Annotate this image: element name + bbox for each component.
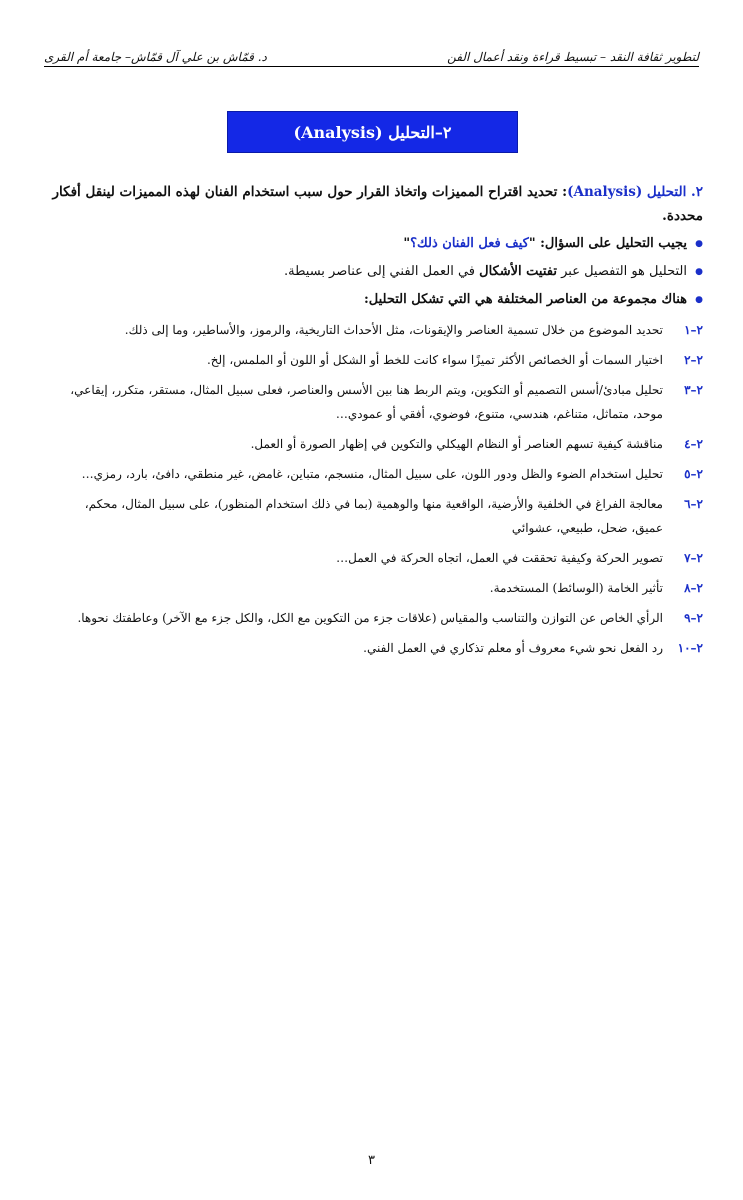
header-right-text: لتطوير ثقافة النقد – تبسيط قراءة ونقد أعمال الفن — [447, 50, 699, 64]
item-number: ٢–١ — [684, 323, 703, 337]
section-title-box — [227, 111, 518, 153]
item-number: ٢–٣ — [684, 383, 703, 397]
list-item — [50, 546, 703, 570]
item-number: ٢–٨ — [684, 581, 703, 595]
list-item — [50, 576, 703, 600]
list-item — [50, 492, 703, 540]
item-text: تصوير الحركة وكيفية تحققت في العمل، اتجاه الحركة في العمل… — [336, 551, 663, 565]
bullet-text: هناك مجموعة من العناصر المختلفة هي التي تشكل التحليل: — [363, 292, 687, 307]
intro-text: : تحديد اقتراح المميزات واتخاذ القرار حول سبب استخدام الفنان لهذه المميزات لينقل أفكار محددة. — [52, 184, 703, 224]
section-title: ٢–التحليل (Analysis) — [293, 122, 452, 142]
header-left-text: د. قمّاش بن علي آل قمّاش– جامعة أم القرى — [44, 50, 267, 64]
bullet-quote: كيف فعل الفنان ذلك؟ — [410, 236, 529, 251]
list-item — [50, 636, 703, 660]
item-number: ٢–٩ — [684, 611, 703, 625]
bullet-list — [50, 230, 703, 314]
item-text: الرأي الخاص عن التوازن والتناسب والمقياس (علاقات جزء من التكوين مع الكل، والكل جزء مع الآخر) وعاطفتك نحوها. — [77, 611, 663, 625]
list-item — [50, 462, 703, 486]
item-number: ٢–٥ — [684, 467, 703, 481]
main-content — [50, 180, 703, 666]
item-text: تحليل استخدام الضوء والظل ودور اللون، على سبيل المثال، منسجم، متباين، غامض، غير منطقي، دافئ، بارد، رمزي… — [81, 467, 663, 481]
bullet-text: في العمل الفني إلى عناصر بسيطة. — [284, 264, 480, 279]
page-header — [44, 40, 699, 67]
item-text: معالجة الفراغ في الخلفية والأرضية، الواقعية منها والوهمية (بما في ذلك استخدام المنظور)، على سبيل المثال، محكم، عميق، ضحل، طبيعي، عشوائي — [84, 497, 663, 535]
item-number: ٢–٦ — [684, 497, 703, 511]
page-number: ٣ — [368, 1153, 375, 1168]
bullet-text: التحليل هو التفصيل عبر — [556, 264, 687, 279]
intro-num: ٢. — [691, 184, 703, 200]
list-item — [50, 348, 703, 372]
bullet-item — [50, 258, 687, 286]
list-item — [50, 378, 703, 426]
item-text: مناقشة كيفية تسهم العناصر أو النظام الهيكلي والتكوين في إظهار الصورة أو العمل. — [250, 437, 663, 451]
intro-paragraph — [50, 180, 703, 228]
item-number: ٢–٢ — [684, 353, 703, 367]
item-number: ٢–٤ — [684, 437, 703, 451]
list-item — [50, 606, 703, 630]
item-text: تأثير الخامة (الوسائط) المستخدمة. — [489, 581, 663, 595]
bullet-bold: تفتيت الأشكال — [479, 264, 557, 279]
item-number: ٢–١٠ — [677, 641, 703, 655]
bullet-text: " — [403, 236, 411, 251]
item-text: تحديد الموضوع من خلال تسمية العناصر والإيقونات، مثل الأحداث التاريخية، والرموز، والأساطير، وما إلى ذلك. — [124, 323, 663, 337]
item-text: تحليل مبادئ/أسس التصميم أو التكوين، ويتم الربط هنا بين الأسس والعناصر، فعلى سبيل المثال، مستقر، متكرر، إيقاعي، موحد، متماثل، متناغم، هندسي، متنوع، فوضوي، أفقي أو عمودي… — [70, 383, 663, 421]
item-text: رد الفعل نحو شيء معروف أو معلم تذكاري في العمل الفني. — [363, 641, 663, 655]
intro-term: التحليل (Analysis) — [567, 184, 687, 200]
numbered-list — [50, 318, 703, 660]
item-number: ٢–٧ — [684, 551, 703, 565]
list-item — [50, 432, 703, 456]
list-item — [50, 318, 703, 342]
bullet-text: يجيب التحليل على السؤال: " — [528, 236, 687, 251]
bullet-item — [50, 230, 687, 258]
bullet-item — [50, 286, 687, 314]
item-text: اختيار السمات أو الخصائص الأكثر تميزًا سواء كانت للخط أو الشكل أو اللون أو الملمس، إلخ. — [206, 353, 663, 367]
